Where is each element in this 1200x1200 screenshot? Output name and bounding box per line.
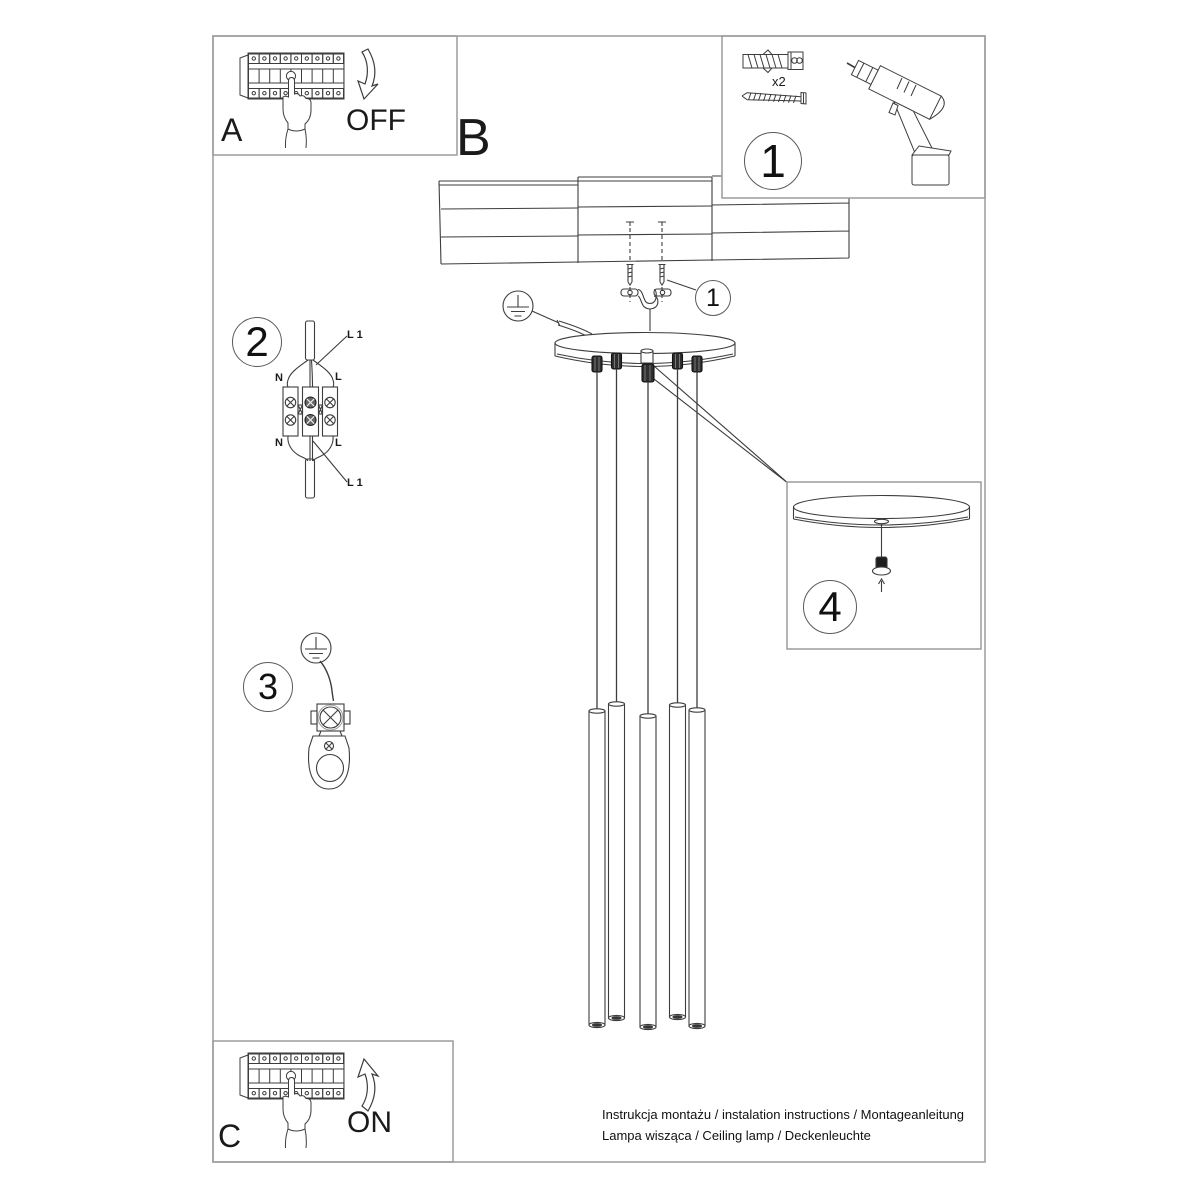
pendant-tube-1 [589, 709, 605, 1028]
wire-label-l-top: L [335, 371, 342, 383]
pendant-tubes [589, 702, 705, 1030]
dowel-qty-label: x2 [772, 74, 786, 89]
wire-label-l-bottom: L [335, 437, 342, 449]
mounting-screw-right [659, 265, 666, 286]
wire-label-l1-top: L 1 [347, 329, 363, 341]
wire-label-n-top: N [275, 372, 283, 384]
footer-text [602, 1104, 964, 1146]
ground-terminal-illustration [301, 633, 350, 789]
cable-strain-cap [641, 349, 653, 363]
panel-a-label: A [221, 112, 243, 148]
step-3-badge: 3 [243, 662, 293, 712]
footer-line-1: Instrukcja montażu / instalation instructions / Montageanleitung [602, 1107, 965, 1122]
terminal-screws-center [305, 397, 316, 426]
leader-lines-to-step4 [654, 366, 789, 484]
pendant-wires [597, 369, 697, 716]
step-4-badge: 4 [803, 580, 857, 634]
pendant-tube-5 [689, 708, 705, 1029]
pendant-tube-2 [609, 702, 625, 1021]
step-2-badge: 2 [232, 317, 282, 367]
earth-ground-icon [503, 291, 533, 321]
terminal-block-illustration [283, 321, 347, 498]
earth-ground-icon-step3 [301, 633, 331, 663]
pendant-tube-4 [670, 703, 686, 1020]
assembly-step-badge: 1 [695, 280, 731, 316]
wire-label-n-bottom: N [275, 437, 283, 449]
mounting-screws-and-bracket [621, 228, 671, 331]
pendant-tube-3 [640, 714, 656, 1030]
step1-leader-line [667, 280, 696, 290]
panel-b-label: B [456, 109, 491, 167]
mounting-bracket [621, 289, 671, 309]
mounting-screw-left [627, 265, 634, 286]
footer-line-2: Lampa wisząca / Ceiling lamp / Deckenleuchte [602, 1128, 871, 1143]
panel-a-action: OFF [346, 104, 406, 137]
panel-c-label: C [218, 1118, 242, 1154]
wire-label-l1-bottom: L 1 [347, 477, 363, 489]
ground-leader-line [532, 311, 559, 323]
l1-top-leader [316, 336, 347, 365]
panel-c-action: ON [347, 1106, 392, 1139]
step-1-badge: 1 [744, 132, 802, 190]
canopy [555, 333, 735, 383]
